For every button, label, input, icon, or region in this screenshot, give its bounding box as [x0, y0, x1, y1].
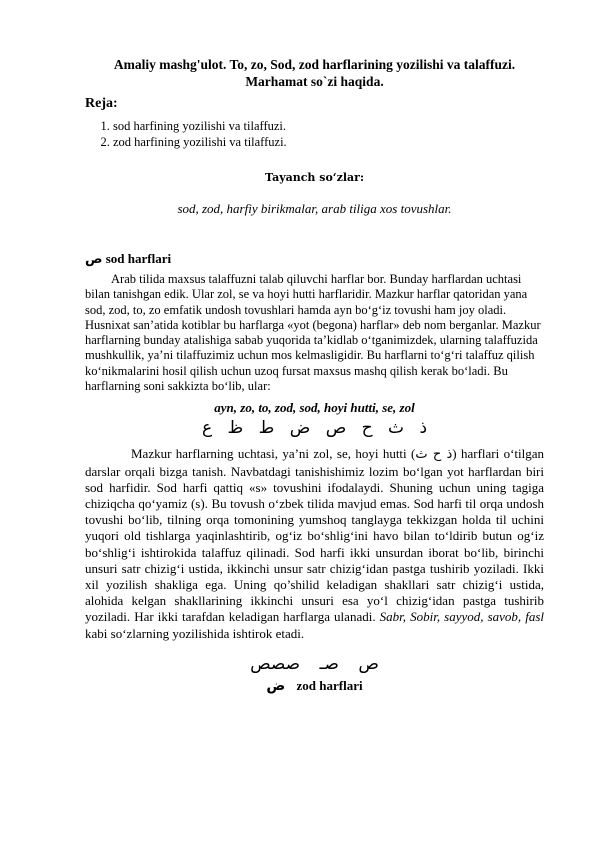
- letters-arabic-list: ذ ث ح ص ض ط ظ ع: [201, 418, 428, 439]
- keywords-text: sod, zod, harfiy birikmalar, arab tiliga xos tovushlar.: [177, 201, 452, 216]
- plan-item: 2. zod harfining yozilishi va tilaffuzi.: [113, 134, 544, 150]
- sod-letter-forms: ص صـ صصص: [250, 653, 379, 674]
- paragraph-sod-part2: ) harflari o‘tilgan darslar orqali bizga tanish. Navbatdagi tanishishimiz lozim bo‘lgan yot harflardan biri sod harfidir. Sod harfi qattiq «s» tovushini ifodalaydi. Shuning uchun uning tagiga chiziqcha qo‘yamiz (s). Bu tovush o‘zbek tilida mavjud emas. Sod harfi til orqa undosh tovushi bo‘lib, tilning orqa tomonining yumshoq tanglayga tekkizgan holda til uchini yuqori old tishlarga yaqinlashtirib, og‘iz bo‘shlig‘ini havo bilan to‘ldirib butun og‘iz bo‘shlig‘i ishtirokida talaffuz qilinadi. Sod harfi ikki unsurdan iborat bo‘lib, birinchi unsuri satr chizig‘i ustida, ikkinchi unsur satr chizig‘idan pastga tushirib yoziladi. Ikki xil yozilish shakliga ega. Uning qo’shilid keladigan shakllari satr chizig‘i ustida, alohida kelgan shakllarining ikkinchi unsuri esa yo‘l chizig‘idan pastga tushirib yoziladi. Har ikki tarafdan keladigan harflarga ulanadi.: [85, 446, 545, 625]
- inline-arabic-letters: ذ ح ث: [415, 447, 453, 463]
- page-title: Amaliy mashg'ulot. To, zo, Sod, zod harflarining yozilishi va talaffuzi. Marhamat so`zi haqida.: [113, 57, 516, 89]
- section-heading-label: zod harflari: [296, 677, 363, 693]
- paragraph-intro: Arab tilida maxsus talaffuzni talab qiluvchi harflar bor. Bunday harflardan uchtasi bilan tanishgan edik. Ular zol, se va hoyi hutti harflaridir. Mazkur harflar qatoridan yana sod, zod, to, zo emfatik undosh tovushlari hamda ayn bo‘g‘iz tovushi ham joy oladi. Husnixat san’atida kotiblar bu harflarga «yot (begona) harflar» deb nom berganlar. Mazkur harflarning bunday atalishiga sabab yuqorida ta’kidlab o‘tganimizdek, ularning talaffuzida mushkullik, ya’ni tilaffuzimiz uchun mos kelmasligidir. Bu harflarni to‘g‘ri talaffuz qilish ko‘nikmalarini hosil qilish uchun uzoq fursat maxsus mashq qilish kerak bo‘ladi. Bu harflarning soni sakkizta bo‘lib, ular:: [85, 272, 541, 394]
- plan-heading: Reja:: [85, 96, 118, 111]
- keywords-heading: Tayanch so‘zlar:: [264, 171, 365, 184]
- sod-letter: ص: [85, 252, 103, 267]
- plan-item: 1. sod harfining yozilishi va tilaffuzi.: [113, 118, 544, 134]
- paragraph-sod-part3: kabi so‘zlarning yozilishida ishtirok etadi.: [85, 625, 305, 641]
- example-words: Sabr, Sobir, sayyod, savob, fasl: [379, 609, 545, 625]
- plan-list: [85, 118, 544, 150]
- paragraph-sod: [85, 446, 544, 641]
- paragraph-sod-part1: Mazkur harflarning uchtasi, ya’ni zol, se, hoyi hutti (: [131, 446, 416, 462]
- section-heading-label: sod harflari: [105, 251, 172, 266]
- section-heading-sod: [85, 251, 544, 268]
- zod-letter: ض: [266, 677, 286, 694]
- section-heading-zod: [85, 678, 544, 694]
- letters-latin-list: ayn, zo, to, zod, sod, hoyi hutti, se, zol: [214, 400, 415, 416]
